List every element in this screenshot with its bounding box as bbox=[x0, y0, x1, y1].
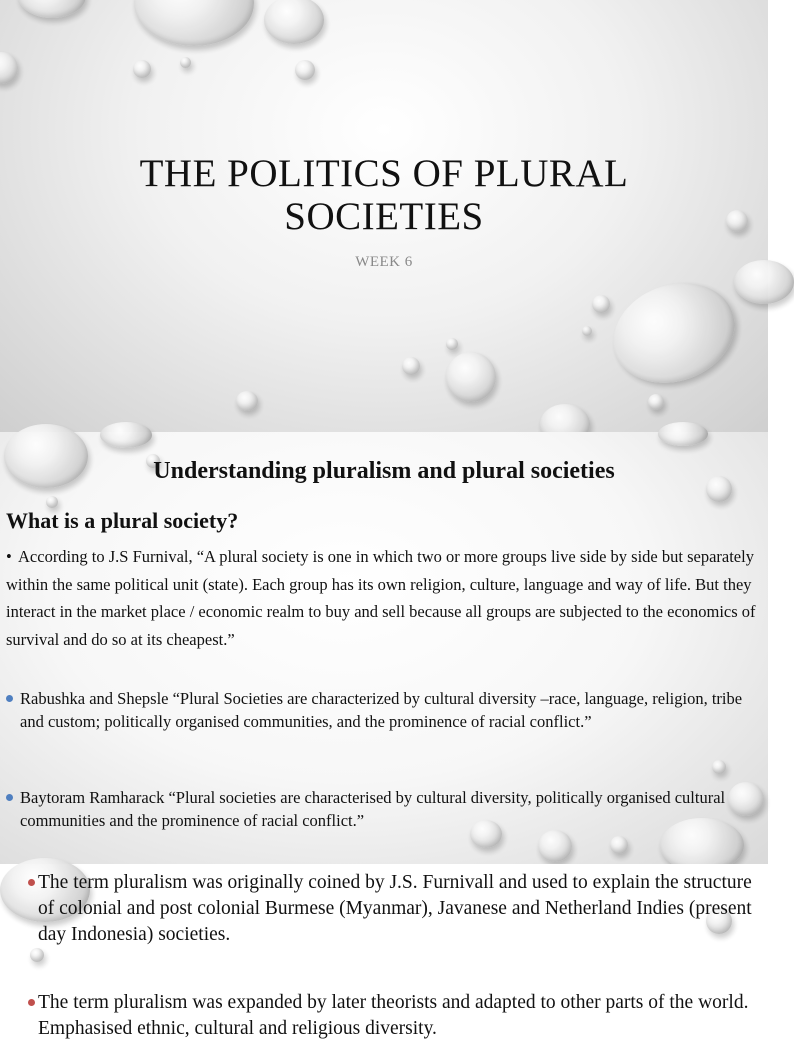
rabushka-definition bbox=[6, 688, 762, 733]
water-drop-decoration bbox=[599, 267, 748, 400]
title-slide bbox=[0, 0, 768, 432]
pluralism-history-slide bbox=[0, 864, 768, 1039]
blue-bullet-icon bbox=[6, 794, 13, 801]
furnivall-origin-text: The term pluralism was originally coined by J.S. Furnivall and used to explain the structure of colonial and post colonial Burmese (Myanmar), Javanese and Netherland Indies (present day Indonesia) societies. bbox=[38, 872, 752, 945]
water-drop-decoration bbox=[30, 948, 44, 962]
red-bullet-icon bbox=[28, 999, 35, 1006]
expansion-point bbox=[38, 990, 762, 1042]
water-drop-decoration bbox=[133, 60, 151, 78]
bullet-point: • bbox=[6, 547, 12, 566]
water-drop-decoration bbox=[295, 60, 315, 80]
water-drop-decoration bbox=[446, 338, 458, 350]
water-drop-decoration bbox=[18, 0, 86, 18]
rabushka-text: Rabushka and Shepsle “Plural Societies are characterized by cultural diversity –race, language, religion, tribe and custom; politically organised communities, and the prominence of racial conflict.” bbox=[20, 689, 743, 731]
ramharack-definition bbox=[6, 787, 762, 832]
water-drop-decoration bbox=[134, 0, 254, 46]
red-bullet-icon bbox=[28, 879, 35, 886]
water-drop-decoration bbox=[592, 295, 610, 313]
water-drop-decoration bbox=[236, 391, 258, 411]
ramharack-text: Baytoram Ramharack “Plural societies are characterised by cultural diversity, politically organised cultural communities and the prominence of racial conflict.” bbox=[20, 788, 726, 830]
slide-subtitle: WEEK 6 bbox=[355, 254, 413, 270]
section-question: What is a plural society? bbox=[6, 508, 239, 533]
water-drop-decoration bbox=[538, 830, 572, 862]
furnivall-origin-point bbox=[38, 870, 762, 948]
water-drop-decoration bbox=[100, 422, 152, 448]
blue-bullet-icon bbox=[6, 695, 13, 702]
water-drop-decoration bbox=[0, 52, 18, 84]
water-drop-decoration bbox=[264, 0, 324, 44]
furnival-text: According to J.S Furnival, “A plural society is one in which two or more groups live side by side but separately within the same political unit (state). Each group has its own religion, culture, language and way of life. But they interact in the market place / economic realm to buy and sell because all groups are subjected to the economics of survival and do so at its cheapest.” bbox=[6, 547, 756, 649]
water-drop-decoration bbox=[180, 57, 191, 68]
water-drop-decoration bbox=[734, 260, 794, 304]
slide-title: THE POLITICS OF PLURAL SOCIETIES bbox=[139, 152, 629, 238]
water-drop-decoration bbox=[648, 394, 664, 410]
water-drop-decoration bbox=[402, 357, 420, 375]
water-drop-decoration bbox=[726, 210, 748, 232]
water-drop-decoration bbox=[582, 326, 592, 336]
slide-heading: Understanding pluralism and plural societies bbox=[153, 458, 615, 484]
expansion-text: The term pluralism was expanded by later theorists and adapted to other parts of the world. Emphasised ethnic, cultural and religious diversity. bbox=[38, 992, 749, 1039]
water-drop-decoration bbox=[712, 760, 726, 774]
pluralism-slide bbox=[0, 432, 768, 864]
water-drop-decoration bbox=[658, 422, 708, 446]
water-drop-decoration bbox=[610, 836, 628, 854]
water-drop-decoration bbox=[46, 496, 58, 508]
furnival-definition bbox=[6, 543, 762, 653]
water-drop-decoration bbox=[446, 352, 496, 402]
